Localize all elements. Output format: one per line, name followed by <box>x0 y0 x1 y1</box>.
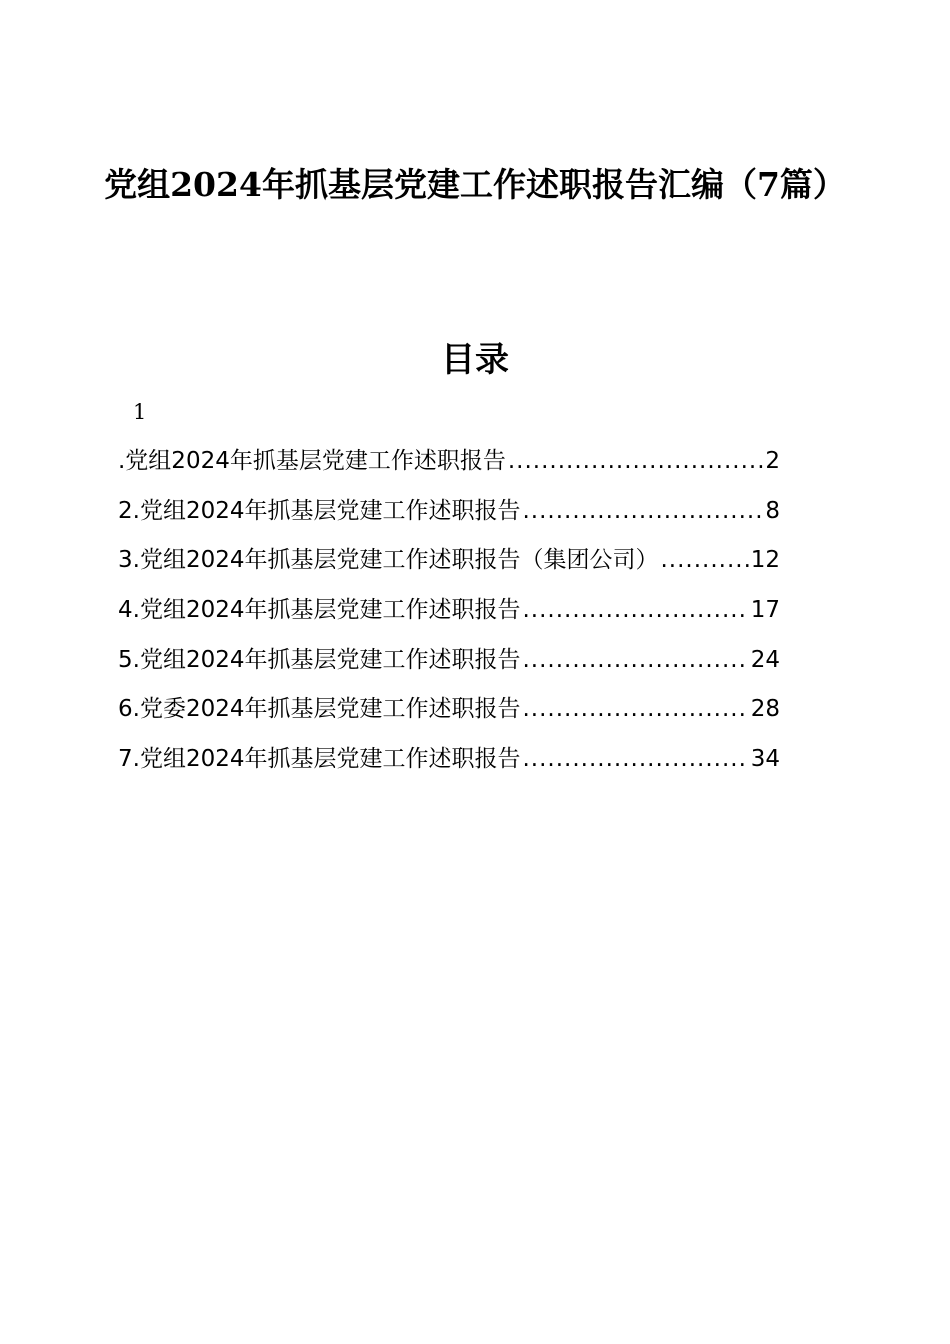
toc-entry-label: 4.党组2024年抓基层党建工作述职报告 <box>118 597 521 624</box>
toc-dot-leader <box>508 441 764 481</box>
toc-entry-2[interactable] <box>118 491 780 541</box>
toc-entry-page: 8 <box>765 497 780 524</box>
toc-entry-page: 2 <box>765 448 780 474</box>
toc-entry-label: 6.党委2024年抓基层党建工作述职报告 <box>118 696 521 723</box>
toc-entry-5[interactable] <box>118 640 780 690</box>
toc-dot-leader <box>660 540 748 580</box>
toc-dot-leader <box>522 590 748 630</box>
toc-entry-page: 17 <box>750 597 780 624</box>
toc-dot-leader <box>522 739 748 779</box>
toc-entry-page: 34 <box>750 746 780 773</box>
toc-entry-label: 7.党组2024年抓基层党建工作述职报告 <box>118 746 521 773</box>
toc-entry-label: .党组2024年抓基层党建工作述职报告 <box>118 448 506 474</box>
toc-entry-page: 28 <box>750 696 780 723</box>
toc-entry-1[interactable] <box>118 441 780 491</box>
toc-dot-leader <box>522 640 748 680</box>
toc-dot-leader <box>522 491 763 531</box>
toc-entry-label: 5.党组2024年抓基层党建工作述职报告 <box>118 646 521 673</box>
table-of-contents <box>118 441 780 789</box>
stray-number: 1 <box>133 400 147 424</box>
toc-heading: 目录 <box>441 340 509 380</box>
toc-entry-page: 24 <box>750 646 780 673</box>
toc-entry-4[interactable] <box>118 590 780 640</box>
document-title: 党组2024年抓基层党建工作述职报告汇编（7篇） <box>104 165 846 204</box>
toc-dot-leader <box>522 689 748 729</box>
toc-entry-page: 12 <box>750 547 780 574</box>
toc-entry-label: 2.党组2024年抓基层党建工作述职报告 <box>118 497 521 524</box>
toc-entry-6[interactable] <box>118 689 780 739</box>
toc-entry-7[interactable] <box>118 739 780 789</box>
toc-entry-3[interactable] <box>118 540 780 590</box>
toc-entry-label: 3.党组2024年抓基层党建工作述职报告（集团公司） <box>118 547 659 574</box>
